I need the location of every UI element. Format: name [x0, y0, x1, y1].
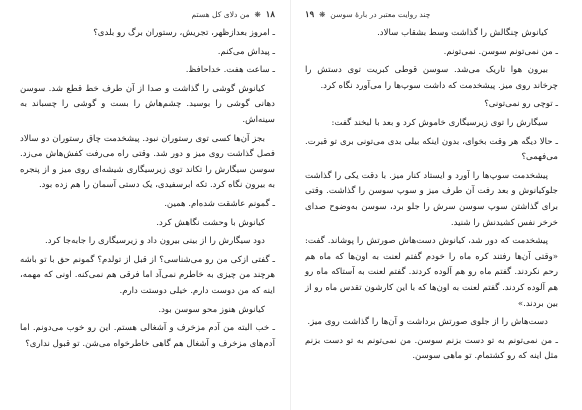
right-running-title — [305, 7, 430, 24]
left-title-ornament: ❋ — [252, 9, 264, 19]
left-paragraph: ـ گمونم عاشقت شده‌ام. همین. — [164, 198, 275, 209]
left-page-header — [20, 8, 275, 22]
left-paragraph: بجز آن‌ها کسی توی رستوران نبود. پیشخدمت چاق رستوران دو سالاد فصل گذاشت روی میز و دور شد. وقتی راه می‌رفت کفش‌هاش می‌زد. سوسن سیگارش را تکاند توی زیرسیگاری شیشه‌ای روی میز و از پنجره به بیرون نگاه کرد. تکه ابرسفیدی، یک دستی آسمان را هم زده بود. — [20, 133, 275, 191]
left-title-text: من دلای کل هستم — [191, 9, 250, 19]
left-paragraph: کیانوش گوشی را گذاشت و صدا از آن طرف خط قطع شد. سوسن دهانی گوشی را بوسید. چشم‌هاش را بست و گوشی را چسباند به سینه‌اش. — [20, 83, 275, 125]
left-paragraph: دود سیگارش را از بینی بیرون داد و زیرسیگاری را جابه‌جا کرد. — [45, 236, 265, 247]
left-paragraph: ـ گفتی ازکی من رو می‌شناسی؟ از قبل از تولدم؟ گمونم حق با تو باشه هرچند من چیزی به خاطرم نمی‌آد اما فرقی هم نمی‌کنه. اونی که مهمه، اینه که من دوست دارم. خیلی دوستت دارم. — [20, 254, 275, 296]
right-page-header — [305, 8, 558, 22]
left-paragraph: ـ امروز بعدازظهر، تجریش، رستوران برگ رو بلدی؟ — [93, 28, 275, 38]
right-page-number: ۱۹ — [305, 9, 315, 20]
left-paragraph: ـ خب البته من آدم مزخرف و آشغالی هستم. این رو خوب می‌دونم. اما آدم‌های مزخرف و آشغال هم گاهی خاطرخواه می‌شن. تو قبول نداری؟ — [20, 323, 275, 349]
right-paragraph: ـ من نمی‌تونم سوسن. نمی‌تونم. — [443, 46, 558, 57]
left-running-title — [191, 7, 275, 24]
right-paragraph: پیشخدمت که دور شد، کیانوش دست‌هاش صورتش را پوشاند. گفت: «وقتی آن‌ها رفتند کره ماه را خودم گفتم لعنت به اون‌ها که ماه هم رحم نکردند. گفتم ماه رو هم آلوده کردند. گفتم لعنت به آستاکه ماه رو هم آلوده کردند. گفتم لعنت به اون‌ها که با این کارشون تقدس ماه رو از بین بردند.» — [305, 236, 558, 309]
right-paragraph: ـ توچی رو نمی‌تونی؟ — [484, 99, 558, 110]
right-paragraph: پیشخدمت سوپ‌ها را آورد و ایستاد کنار میز. با دقت یکی را گذاشت جلوکیانوش و بعد رفت آن طرف میز و سوپ سوسن را گذاشت. وقتی برای گذاشتن سوپ سوسن سرش را جلو برد، سوسن به‌وضوح صدای خرخر نفس کشیدنش را شنید. — [305, 170, 558, 228]
right-paragraph: بیرون هوا تاریک می‌شد. سوسن قوطی کبریت توی دستش را چرخاند روی میز. پیشخدمت که داشت سوپ‌ها را می‌آورد نگاه کرد. — [305, 65, 558, 91]
right-paragraph: ـ من نمی‌تونم به تو دست بزنم سوسن. من نمی‌تونم به تو دست بزنم مثل اینه که رو کشتمام. تو ماهی سوسن. — [305, 335, 558, 362]
right-paragraph: سیگارش را توی زیرسیگاری خاموش کرد و بعد با لبخند گفت: — [331, 117, 548, 128]
right-paragraph: کیانوش چنگالش را گذاشت وسط بشقاب سالاد. — [377, 28, 548, 38]
right-page — [291, 0, 582, 410]
left-paragraph: کیانوش هنوز محو سوسن بود. — [158, 304, 265, 315]
right-paragraph: ـ حالا دیگه هر وقت بخوای، بدون اینکه بیلی بدی می‌تونی بری تو قبرت. می‌فهمی؟ — [305, 136, 558, 163]
left-page-number: ۱۸ — [265, 9, 275, 20]
right-paragraph: دست‌هاش را از جلوی صورتش برداشت و آن‌ها را گذاشت روی میز. — [307, 317, 548, 328]
left-paragraph: ـ ساعت هفت. خداحافظ. — [185, 65, 275, 76]
left-paragraph: ـ پیداش می‌کنم. — [217, 46, 275, 57]
left-paragraph: کیانوش با وحشت نگاهش کرد. — [156, 217, 265, 228]
right-title-text: چند روایت معتبر در بارهٔ سوسن — [330, 9, 431, 19]
right-title-ornament: ❋ — [316, 9, 328, 19]
